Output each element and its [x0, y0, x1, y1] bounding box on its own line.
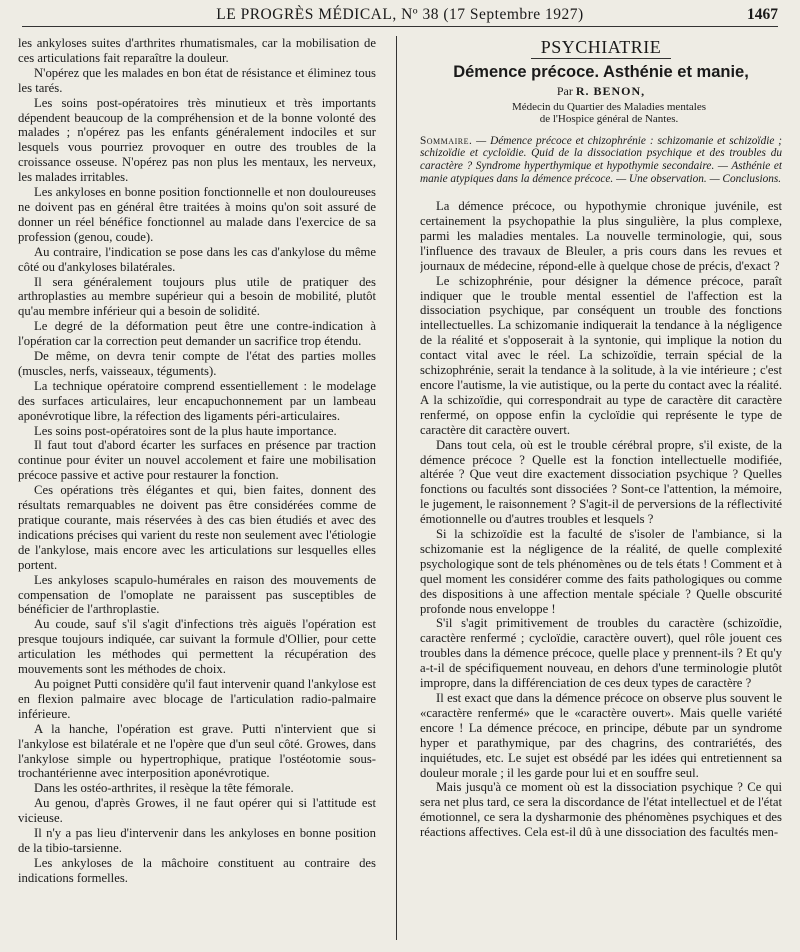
affiliation-line: Médecin du Quartier des Maladies mentales [512, 100, 706, 113]
paragraph: N'opérez que les malades en bon état de résistance et éliminez tous les tarés. [18, 65, 376, 95]
section-rule [531, 58, 671, 59]
paragraph: Dans les ostéo-arthrites, il resèque la tête fémorale. [34, 781, 294, 796]
right-column [420, 36, 782, 940]
section-title [420, 37, 782, 59]
author-prefix: Par [556, 83, 573, 98]
author-name: R. BENON, [575, 83, 646, 98]
article-title: Démence précoce. Asthénie et manie, [453, 62, 749, 81]
paragraph: Le degré de la déformation peut être une contre-indication à l'opération car la correction peut demander un sacrifice trop étendu. [18, 319, 376, 349]
author-line [420, 84, 782, 99]
paragraph: Les soins post-opératoires très minutieux et très importants dépendent beaucoup de la compréhension et de la bonne volonté des malades ; n'opérez pas les enfants généralement indociles et sur lesquels vous pourriez provoquer en outre des troubles de la croissance osseuse. N'opérez pas non plus les mentaux, les nerveux, les malades irritables. [18, 95, 376, 185]
paragraph: les ankyloses suites d'arthrites rhumatismales, car la mobilisation de ces articulations fait reparaître la douleur. [18, 36, 376, 65]
summary-text: — Démence précoce et chizophrénie : schizomanie et schizoïdie ; schizoïdie et cycloïdie. Quid de la dissociation psychique et des troubles du caractère ? Syndrome hyperthymique et hypothymie secondaire. — Asthénie et manie atypiques dans la démence précoce. — Une observation. — Conclusions. [420, 134, 782, 185]
paragraph: Il faut tout d'abord écarter les surfaces en présence par traction continue pour éviter un nouvel accolement et faire une mobilisation précoce passive et active pour restaurer la fonction. [18, 438, 376, 483]
paragraph: Les soins post-opératoires sont de la plus haute importance. [34, 423, 337, 438]
page-number: 1467 [747, 6, 778, 23]
paragraph: Il sera généralement toujours plus utile de pratiquer des arthroplasties au membre supérieur qui a besoin de mobilité, plutôt qu'au membre inférieur qui a besoin de solidité. [18, 274, 376, 319]
paragraph: Mais jusqu'à ce moment où est la dissociation psychique ? Ce qui sera net plus tard, ce sera la discordance de l'état intellectuel et de l'état émotionnel, ce sera la dysharmonie des phénomènes psychiques et des réactions affectives. Cela est-il dû à une dissociation des facultés men- [420, 780, 782, 840]
paragraph: La technique opératoire comprend essentiellement : le modelage des surfaces articulaires, leur encapuchonnement par un lambeau aponévrotique libre, la réfection des ligaments péri-articulaires. [18, 378, 376, 423]
paragraph: Au genou, d'après Growes, il ne faut opérer qui si l'attitude est vicieuse. [18, 796, 376, 826]
paragraph: S'il s'agit primitivement de troubles du caractère (schizoïdie, caractère renfermé ; cycloïdie, caractère ouvert), quel rôle jouent ces troubles dans la démence précoce, quelle place y prennent-ils ? Et qu'y a-t-il de spécifiquement nouveau, en dehors d'une terminologie plutôt impropre, dans la différenciation de ces deux types de caractère ? [420, 616, 782, 691]
paragraph: Les ankyloses de la mâchoire constituent au contraire des indications formelles. [18, 855, 376, 885]
column-divider [396, 36, 397, 940]
paragraph: Les ankyloses scapulo-humérales en raison des mouvements de compensation de l'omoplate ne paraissent pas susceptibles de bénéficier de l'arthroplastie. [18, 572, 376, 617]
affiliation-line: de l'Hospice général de Nantes. [539, 112, 679, 125]
running-header [22, 4, 778, 27]
section-title-text: PSYCHIATRIE [540, 37, 662, 57]
summary [420, 135, 782, 185]
paragraph: Au contraire, l'indication se pose dans les cas d'ankylose du même côté ou d'ankyloses bilatérales. [18, 244, 376, 274]
paragraph: Au coude, sauf s'il s'agit d'infections très aiguës l'opération est presque toujours indiquée, car suivant la formule d'Ollier, pour cette articulation les méthodes qui permettent la récupération des mouvements sont les méthodes de choix. [18, 617, 376, 677]
paragraph: Ces opérations très élégantes et qui, bien faites, donnent des résultats remarquables ne doivent pas être considérées comme de pratique courante, mais réservées à des cas bien étudiés et avec des indications précises qui varient du reste non seulement avec l'étiologie de l'ankylose, mais encore avec les articulations sur lesquelles elles portent. [18, 483, 376, 572]
summary-label: Sommaire. [420, 134, 473, 147]
left-column [18, 36, 376, 940]
paragraph: Au poignet Putti considère qu'il faut intervenir quand l'ankylose est en flexion palmaire avec blocage de l'articulation radio-palmaire inférieure. [18, 676, 376, 721]
paragraph: Il n'y a pas lieu d'intervenir dans les ankyloses en bonne position de la tibio-tarsienne. [18, 826, 376, 855]
paragraph: A la hanche, l'opération est grave. Putti n'intervient que si l'ankylose est bilatérale et ne l'opère que d'un seul côté. Growes, dans l'ankylose simple ou hypertrophique, pratique l'ostéotomie sous-trochantérienne avec interposition aponévrotique. [18, 721, 376, 781]
paragraph: Les ankyloses en bonne position fonctionnelle et non douloureuses ne doivent pas en général être traitées à moins qu'on soit assuré de donner un réel bénéfice fonctionnel au malade dans l'exercice de sa profession (genou, coude). [18, 185, 376, 244]
paragraph: Dans tout cela, où est le trouble cérébral propre, s'il existe, de la démence précoce ? Quelle est la fonction intellectuelle modifiée, altérée ? Que veut dire exactement dissociation psychique ? Quelles fonctions ou facultés sont dissociées ? Sont-ce l'attention, la mémoire, le jugement, le raisonnement ? S'agit-il de perversions de la réflectivité émotionnelle ou d'autres troubles et lesquels ? [420, 437, 782, 527]
paragraph: Le schizophrénie, pour désigner la démence précoce, paraît indiquer que le trouble mental essentiel de l'affection est la dissociation psychique, par conséquent un trouble des fonctions intellectuelles. La schizomanie indiquerait la tendance à la négligence de la réalité et s'opposerait à la syntonie, qui implique la notion du contact vital avec le réel. La schizoïdie, terrain spécial de la schizophrénie, serait la tendance à la solitude, à la vie intérieure ; c'est encore l'autisme, la vie autistique, ou la perte du contact avec la réalité. A la schizoïdie, qui correspondrait au type de caractère dit caractère renfermé, on oppose enfin la cycloïdie qui représente le type de caractère dit caractère ouvert. [420, 273, 782, 437]
running-title: LE PROGRÈS MÉDICAL, Nº 38 (17 Septembre 1927) [216, 6, 584, 23]
paragraph: Il est exact que dans la démence précoce on observe plus souvent le «caractère renfermé» que le «caractère ouvert». Mais quelle variété encore ! La démence précoce, en principe, débute par un syndrome hyper et parathymique, par des chagrins, des contrariétés, des inquiétudes, etc. Le sujet est obsédé par les idées qui entretiennent sa douleur morale ; il les garde pour lui et en souffre seul. [420, 691, 782, 780]
paragraph: De même, on devra tenir compte de l'état des parties molles (muscles, nerfs, vaisseaux, téguments). [18, 349, 376, 378]
paragraph: Si la schizoïdie est la faculté de s'isoler de l'ambiance, si la schizomanie est la négligence de la réalité, de quelle complexité psychologique sont de tels phénomènes ou de tels états ! Comment et à quel moment les considérer comme des faits pathologiques ou comme des dispositions à une affection mentale spéciale ? Quelle obscurité profonde nous enveloppe ! [420, 527, 782, 616]
paragraph: La démence précoce, ou hypothymie chronique juvénile, est certainement la psychopathie la plus singulière, la plus complexe, parmi les maladies mentales. La nouvelle terminologie, qui, sous l'influence des travaux de Bleuler, a pris cours dans les revues et journaux de médecine, répond-elle à quelque chose de précis, d'exact ? [420, 199, 782, 273]
article-body [420, 199, 782, 840]
